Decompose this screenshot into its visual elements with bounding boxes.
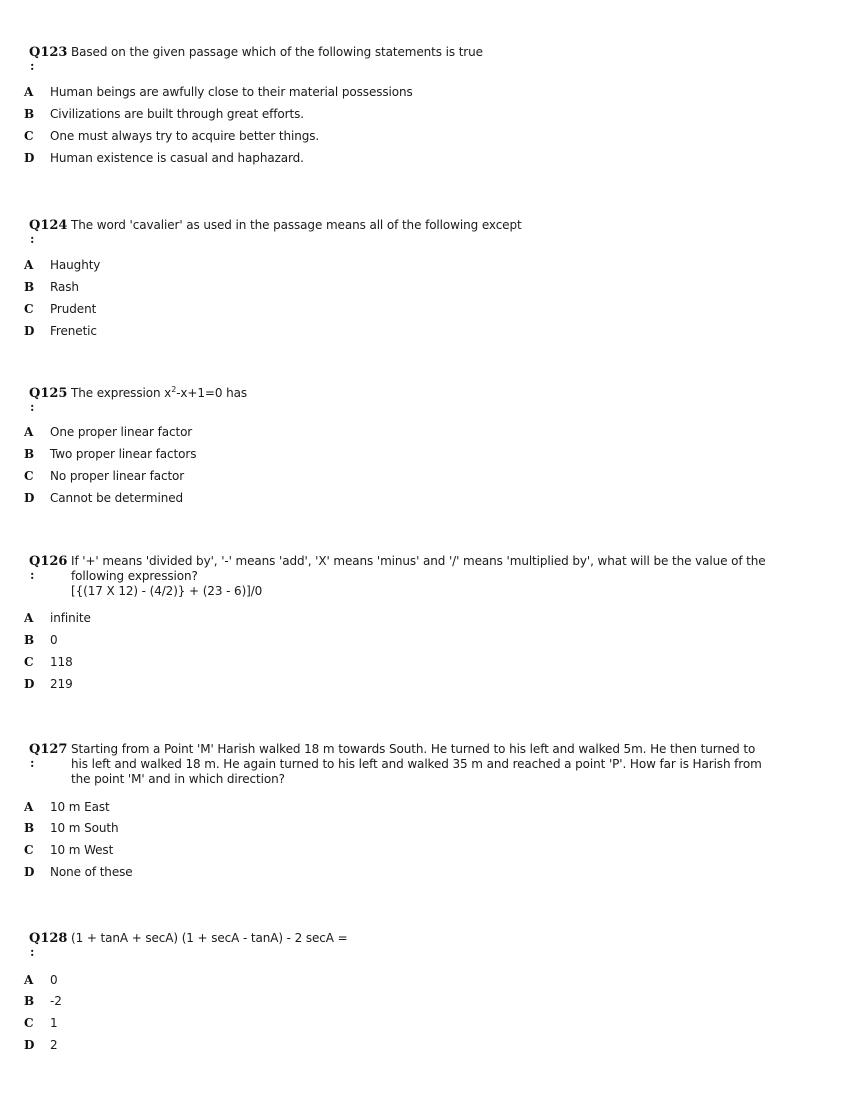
option-letter: D <box>24 865 35 879</box>
option-text: Frenetic <box>50 324 97 338</box>
option-d[interactable] <box>0 1037 850 1053</box>
option-b[interactable] <box>0 106 850 122</box>
option-text: Human beings are awfully close to their material possessions <box>50 85 413 99</box>
question-number: Q127 <box>29 742 68 757</box>
question-text-line: [{(17 X 12) - (4/2)} + (23 - 6)]/0 <box>71 584 263 598</box>
option-b[interactable] <box>0 446 850 462</box>
option-letter: A <box>24 258 34 272</box>
question-text-line: following expression? <box>71 569 198 583</box>
option-text: 0 <box>50 973 58 987</box>
option-letter: A <box>24 973 34 987</box>
question-colon: : <box>30 756 35 770</box>
option-letter: D <box>24 677 35 691</box>
option-b[interactable] <box>0 993 850 1009</box>
question-colon: : <box>30 945 35 959</box>
question-number: Q123 <box>29 45 68 60</box>
option-text: Haughty <box>50 258 101 272</box>
option-c[interactable] <box>0 301 850 317</box>
option-c[interactable] <box>0 654 850 670</box>
option-letter: C <box>24 843 34 857</box>
option-b[interactable] <box>0 632 850 648</box>
question-number-block <box>29 386 68 414</box>
question-number: Q125 <box>29 386 68 401</box>
question-number-block <box>29 554 68 582</box>
option-text: Human existence is casual and haphazard. <box>50 151 304 165</box>
option-a[interactable] <box>0 799 850 815</box>
option-letter: B <box>24 107 35 121</box>
option-letter: B <box>24 280 35 294</box>
option-b[interactable] <box>0 820 850 836</box>
question-colon: : <box>30 400 35 414</box>
question-colon: : <box>30 59 35 73</box>
option-text: Cannot be determined <box>50 491 184 505</box>
question-number: Q126 <box>29 554 68 569</box>
question-text <box>71 45 821 60</box>
question-text <box>71 742 821 787</box>
option-d[interactable] <box>0 864 850 880</box>
option-text: Prudent <box>50 302 97 316</box>
option-text: One proper linear factor <box>50 425 193 439</box>
question-text-line: Based on the given passage which of the following statements is true <box>71 45 483 59</box>
option-a[interactable] <box>0 610 850 626</box>
question-text <box>71 931 821 946</box>
question-text-line <box>71 386 821 401</box>
question-text <box>71 218 821 233</box>
option-letter: B <box>24 633 35 647</box>
exponent: 2 <box>171 385 177 394</box>
option-letter: C <box>24 302 34 316</box>
option-letter: D <box>24 324 35 338</box>
option-text: 1 <box>50 1016 58 1030</box>
question-text-line: the point 'M' and in which direction? <box>71 772 285 786</box>
option-letter: D <box>24 151 35 165</box>
option-text: 2 <box>50 1038 58 1052</box>
question-text-line: his left and walked 18 m. He again turned to his left and walked 35 m and reached a point 'P'. How far is Harish from <box>71 757 762 771</box>
option-d[interactable] <box>0 323 850 339</box>
question-number-block <box>29 742 68 770</box>
question-number-block <box>29 931 68 959</box>
option-letter: C <box>24 129 34 143</box>
question-colon: : <box>30 232 35 246</box>
option-text: No proper linear factor <box>50 469 185 483</box>
option-letter: D <box>24 1038 35 1052</box>
option-text: 10 m East <box>50 800 110 814</box>
option-letter: B <box>24 447 35 461</box>
option-letter: A <box>24 425 34 439</box>
question-text-line: The word 'cavalier' as used in the passage means all of the following except <box>71 218 522 232</box>
question-number-block <box>29 218 68 246</box>
option-a[interactable] <box>0 972 850 988</box>
question-number-block <box>29 45 68 73</box>
option-letter: C <box>24 1016 34 1030</box>
option-letter: C <box>24 655 34 669</box>
question-text <box>71 554 821 599</box>
option-a[interactable] <box>0 84 850 100</box>
option-text: infinite <box>50 611 91 625</box>
option-a[interactable] <box>0 424 850 440</box>
option-c[interactable] <box>0 468 850 484</box>
question-text <box>71 386 821 401</box>
option-letter: A <box>24 800 34 814</box>
option-a[interactable] <box>0 257 850 273</box>
option-c[interactable] <box>0 1015 850 1031</box>
option-letter: B <box>24 821 35 835</box>
option-d[interactable] <box>0 150 850 166</box>
question-text-line: If '+' means 'divided by', '-' means 'add', 'X' means 'minus' and '/' means 'multiplied by', what will be the value of the <box>71 554 766 568</box>
option-text: Two proper linear factors <box>50 447 197 461</box>
option-text: 118 <box>50 655 73 669</box>
expression-suffix: -x+1=0 has <box>176 386 248 400</box>
question-colon: : <box>30 568 35 582</box>
option-d[interactable] <box>0 490 850 506</box>
option-text: 0 <box>50 633 58 647</box>
option-text: None of these <box>50 865 133 879</box>
option-text: Rash <box>50 280 79 294</box>
option-text: 10 m West <box>50 843 114 857</box>
option-letter: A <box>24 85 34 99</box>
question-text-line: (1 + tanA + secA) (1 + secA - tanA) - 2 secA = <box>71 931 348 945</box>
option-letter: A <box>24 611 34 625</box>
option-c[interactable] <box>0 128 850 144</box>
option-letter: D <box>24 491 35 505</box>
option-text: 10 m South <box>50 821 119 835</box>
option-text: -2 <box>50 994 62 1008</box>
option-b[interactable] <box>0 279 850 295</box>
option-letter: C <box>24 469 34 483</box>
option-text: Civilizations are built through great efforts. <box>50 107 304 121</box>
option-text: 219 <box>50 677 73 691</box>
question-number: Q124 <box>29 218 68 233</box>
option-c[interactable] <box>0 842 850 858</box>
option-letter: B <box>24 994 35 1008</box>
option-d[interactable] <box>0 676 850 692</box>
expression-prefix: The expression x <box>71 386 172 400</box>
question-text-line: Starting from a Point 'M' Harish walked 18 m towards South. He turned to his left and walked 5m. He then turned to <box>71 742 756 756</box>
option-text: One must always try to acquire better things. <box>50 129 320 143</box>
question-number: Q128 <box>29 931 68 946</box>
